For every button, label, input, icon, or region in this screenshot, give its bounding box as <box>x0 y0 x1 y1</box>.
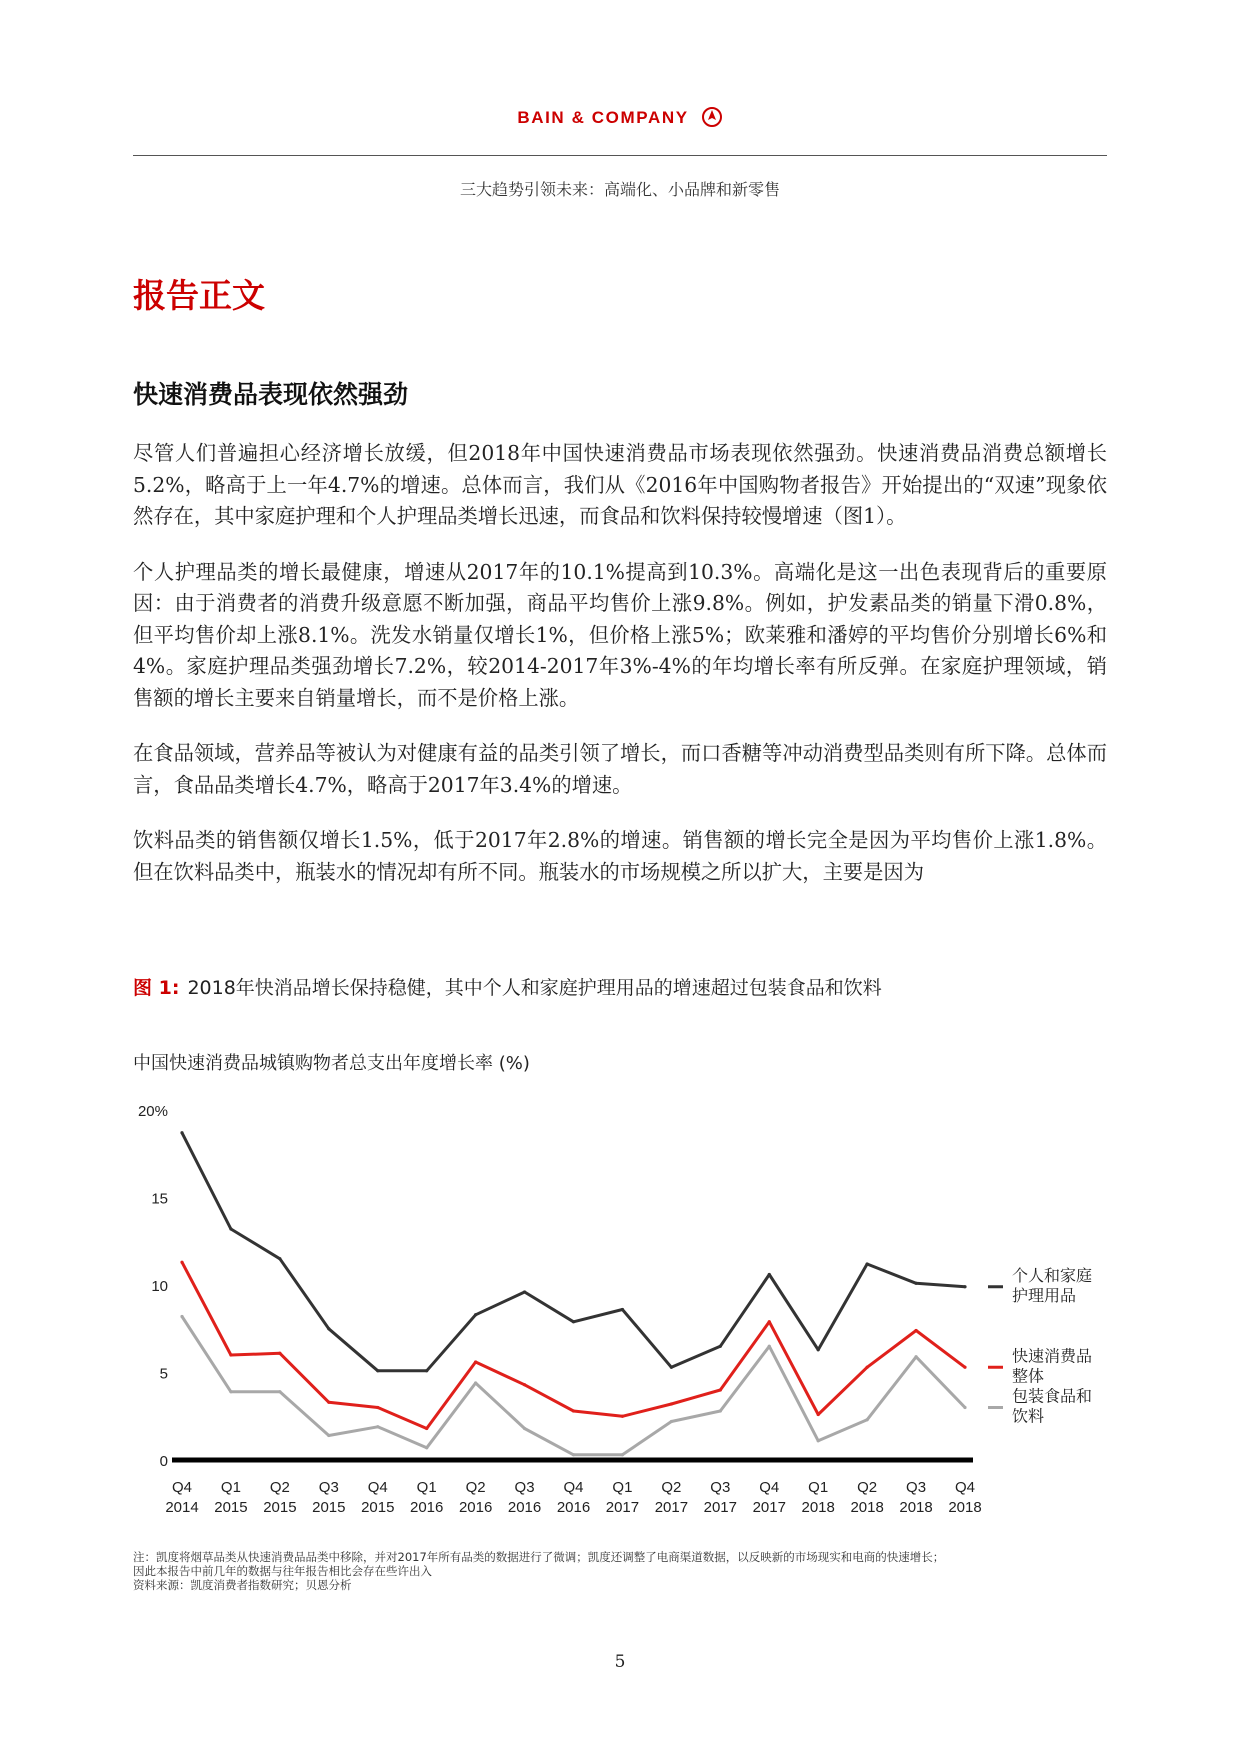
data-point <box>229 1353 232 1356</box>
x-tick-label: Q1 <box>612 1479 633 1496</box>
data-point <box>817 1439 820 1442</box>
x-tick-label: Q4 <box>954 1479 976 1496</box>
data-point <box>474 1381 477 1384</box>
data-point <box>670 1420 673 1423</box>
figure-caption-text: 2018年快消品增长保持稳健，其中个人和家庭护理用品的增速超过包装食品和饮料 <box>187 977 882 999</box>
data-point <box>425 1427 428 1430</box>
footnotes <box>133 1550 944 1592</box>
paragraph: 在食品领域，营养品等被认为对健康有益的品类引领了增长，而口香糖等冲动消费型品类则有所下降。总体而言，食品品类增长4.7%，略高于2017年3.4%的增速。 <box>133 741 1107 797</box>
data-point <box>572 1409 575 1412</box>
data-point <box>621 1415 624 1418</box>
data-point <box>719 1388 722 1391</box>
data-point <box>963 1406 966 1409</box>
data-point <box>621 1308 624 1311</box>
series-label: 护理用品 <box>1012 1285 1077 1305</box>
data-point <box>474 1360 477 1363</box>
data-point <box>425 1369 428 1372</box>
data-point <box>376 1369 379 1372</box>
x-tick-label: Q4 <box>367 1479 388 1496</box>
header-rule <box>133 155 1107 156</box>
x-tick-label: Q4 <box>563 1479 584 1496</box>
x-tick-label: Q3 <box>514 1479 535 1496</box>
company-logo <box>0 108 1240 128</box>
data-point <box>963 1285 966 1288</box>
x-tick-label: 2015 <box>263 1499 297 1516</box>
data-point <box>327 1434 330 1437</box>
data-point <box>376 1425 379 1428</box>
data-point <box>914 1282 917 1285</box>
x-tick-label: Q1 <box>808 1479 829 1496</box>
data-point <box>180 1315 183 1318</box>
series-label: 快速消费品 <box>1012 1346 1093 1366</box>
data-point <box>914 1355 917 1358</box>
series-label: 个人和家庭 <box>1012 1265 1093 1285</box>
data-point <box>180 1261 183 1264</box>
x-tick-label: Q4 <box>171 1479 193 1496</box>
data-point <box>474 1313 477 1316</box>
data-point <box>963 1366 966 1369</box>
body-text <box>133 438 1107 912</box>
data-point <box>523 1290 526 1293</box>
data-point <box>229 1227 232 1230</box>
x-tick-label: 2015 <box>312 1499 346 1516</box>
data-point <box>817 1413 820 1416</box>
data-point <box>768 1320 771 1323</box>
x-tick-label: 2018 <box>948 1499 982 1516</box>
data-point <box>670 1402 673 1405</box>
data-point <box>572 1453 575 1456</box>
footnote-line: 资料来源：凯度消费者指数研究；贝恩分析 <box>133 1578 352 1592</box>
line-chart <box>0 1090 1240 1520</box>
data-point <box>425 1446 428 1449</box>
company-name: BAIN & COMPANY <box>517 108 689 127</box>
data-point <box>719 1409 722 1412</box>
data-point <box>866 1366 869 1369</box>
page-number: 5 <box>614 1652 626 1672</box>
data-point <box>914 1329 917 1332</box>
x-tick-label: 2018 <box>899 1499 933 1516</box>
data-point <box>376 1406 379 1409</box>
data-point <box>180 1131 183 1134</box>
x-tick-label: Q3 <box>906 1479 927 1496</box>
data-point <box>278 1352 281 1355</box>
x-tick-label: 2018 <box>850 1499 884 1516</box>
data-point <box>866 1418 869 1421</box>
data-point <box>768 1345 771 1348</box>
data-point <box>278 1257 281 1260</box>
x-tick-label: Q2 <box>465 1479 486 1496</box>
figure-caption <box>133 973 882 1000</box>
data-point <box>719 1345 722 1348</box>
data-point <box>523 1383 526 1386</box>
y-tick-label: 20% <box>137 1103 168 1120</box>
chart-title: 中国快速消费品城镇购物者总支出年度增长率 (%) <box>133 1053 530 1074</box>
x-tick-label: 2017 <box>654 1499 689 1516</box>
x-tick-label: 2016 <box>410 1499 444 1516</box>
x-tick-label: 2018 <box>801 1499 835 1516</box>
x-tick-label: Q2 <box>857 1479 878 1496</box>
x-tick-label: Q1 <box>416 1479 437 1496</box>
x-tick-label: Q1 <box>220 1479 241 1496</box>
footnote-line: 因此本报告中前几年的数据与往年报告相比会存在些许出入 <box>133 1564 432 1578</box>
data-point <box>572 1320 575 1323</box>
data-point <box>768 1273 771 1276</box>
x-tick-label: Q3 <box>710 1479 731 1496</box>
data-point <box>866 1262 869 1265</box>
footnote-line: 注：凯度将烟草品类从快速消费品品类中移除，并对2017年所有品类的数据进行了微调；凯度还调整了电商渠道数据，以反映新的市场现实和电商的快速增长； <box>133 1550 945 1564</box>
x-tick-label: 2015 <box>214 1499 248 1516</box>
x-tick-label: 2017 <box>605 1499 640 1516</box>
y-tick-label: 15 <box>151 1190 168 1208</box>
paragraph: 个人护理品类的增长最健康，增速从2017年的10.1%提高到10.3%。高端化是这一出色表现背后的重要原因：由于消费者的消费升级意愿不断加强，商品平均售价上涨9.8%。例如，护发素品类的销量下滑0.8%，但平均售价却上涨8.1%。洗发水销量仅增长1%，但价格上涨5%；欧莱雅和潘婷的平均售价分别增长6%和4%。家庭护理品类强劲增长7.2%，较2014-2017年3%-4%的年均增长率有所反弹。在家庭护理领域，销售额的增长主要来自销量增长，而不是价格上涨。 <box>133 559 1107 710</box>
data-point <box>817 1348 820 1351</box>
paragraph: 饮料品类的销售额仅增长1.5%，低于2017年2.8%的增速。销售额的增长完全是因为平均售价上涨1.8%。但在饮料品类中，瓶装水的情况却有所不同。瓶装水的市场规模之所以扩大，主要是因为 <box>133 828 1107 884</box>
y-tick-label: 0 <box>159 1453 168 1470</box>
data-point <box>327 1401 330 1404</box>
data-point <box>327 1327 330 1330</box>
x-tick-label: 2017 <box>703 1499 737 1516</box>
x-tick-label: 2016 <box>556 1499 591 1516</box>
figure-label: 图 1: <box>133 977 180 999</box>
data-point <box>229 1390 232 1393</box>
x-tick-label: Q4 <box>759 1479 780 1496</box>
data-point <box>621 1453 624 1456</box>
subsection-title: 快速消费品表现依然强劲 <box>133 380 409 409</box>
x-tick-label: Q3 <box>318 1479 339 1496</box>
data-point <box>670 1366 673 1369</box>
series-line <box>182 1133 965 1371</box>
x-tick-label: Q2 <box>269 1479 290 1496</box>
series-label: 包装食品和 <box>1012 1386 1093 1406</box>
x-tick-label: 2015 <box>361 1499 395 1516</box>
bain-compass-icon <box>701 106 723 128</box>
series-label: 整体 <box>1012 1366 1045 1386</box>
y-tick-label: 10 <box>151 1278 168 1295</box>
data-point <box>278 1390 281 1393</box>
section-title: 报告正文 <box>133 276 265 315</box>
series-label: 饮料 <box>1012 1406 1045 1426</box>
x-tick-label: 2014 <box>165 1499 199 1516</box>
data-point <box>523 1427 526 1430</box>
paragraph: 尽管人们普遍担心经济增长放缓，但2018年中国快速消费品市场表现依然强劲。快速消费品消费总额增长5.2%，略高于上一年4.7%的增速。总体而言，我们从《2016年中国购物者报告》开始提出的“双速”现象依然存在，其中家庭护理和个人护理品类增长迅速，而食品和饮料保持较慢增速（图1）。 <box>133 441 1107 528</box>
x-tick-label: Q2 <box>661 1479 682 1496</box>
document-subtitle: 三大趋势引领未来：高端化、小品牌和新零售 <box>459 180 780 199</box>
x-tick-label: 2017 <box>752 1499 786 1516</box>
y-tick-label: 5 <box>159 1365 168 1383</box>
x-tick-label: 2016 <box>458 1499 493 1516</box>
x-tick-label: 2016 <box>507 1499 542 1516</box>
